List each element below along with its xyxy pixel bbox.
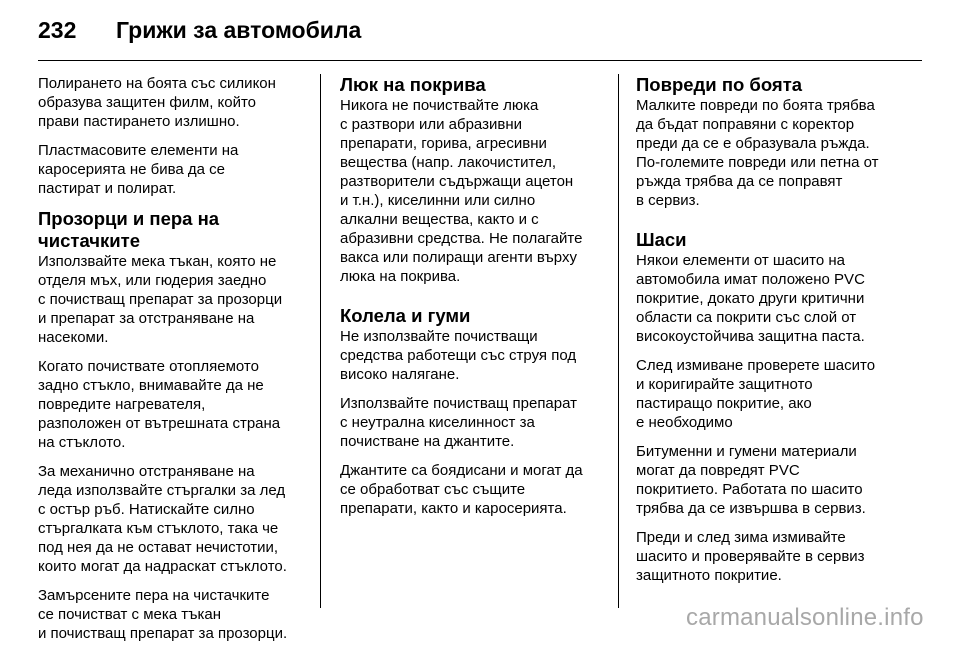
paragraph-heated-rear-window bbox=[38, 357, 310, 452]
paragraph-painted-rims bbox=[340, 461, 612, 518]
text-line: и коригирайте защитното bbox=[636, 376, 813, 393]
text-line: с неутрална киселинност за bbox=[340, 414, 535, 431]
paragraph-bitumen bbox=[636, 442, 910, 518]
text-line: препарати, както и каросерията. bbox=[340, 500, 567, 517]
text-line: защитното покритие. bbox=[636, 567, 782, 584]
paragraph-paint-damage bbox=[636, 96, 910, 210]
paragraph-neutral-cleaner bbox=[340, 394, 612, 451]
paragraph-high-pressure bbox=[340, 327, 612, 384]
text-line: е необходимо bbox=[636, 414, 733, 431]
paragraph-pvc-coating bbox=[636, 251, 910, 346]
text-line: Не използвайте почистващи bbox=[340, 328, 538, 345]
text-line: почистване на джантите. bbox=[340, 433, 515, 450]
text-line: повредите нагревателя, bbox=[38, 396, 206, 413]
paragraph-silicone bbox=[38, 74, 310, 131]
paragraph-winter bbox=[636, 528, 910, 585]
text-line: с остър ръб. Натискайте силно bbox=[38, 501, 255, 518]
text-line: Битуменни и гумени материали bbox=[636, 443, 857, 460]
section-title: Грижи за автомобила bbox=[116, 17, 362, 43]
heading-sunroof: Люк на покрива bbox=[340, 74, 486, 95]
text-line: каросерията не бива да се bbox=[38, 161, 225, 178]
text-line: абразивни средства. Не полагайте bbox=[340, 230, 583, 247]
text-line: Пластмасовите елементи на bbox=[38, 142, 239, 159]
text-line: алкални вещества, както и с bbox=[340, 211, 539, 228]
column-divider-1 bbox=[320, 74, 321, 608]
text-line: области са покрити със слой от bbox=[636, 309, 857, 326]
text-line: отделя мъх, или гюдерия заедно bbox=[38, 272, 267, 289]
text-line: По-големите повреди или петна от bbox=[636, 154, 879, 171]
text-line: препарати, горива, агресивни bbox=[340, 135, 547, 152]
text-line: За механично отстраняване на bbox=[38, 463, 255, 480]
header-divider bbox=[38, 60, 922, 61]
heading-underbody: Шаси bbox=[636, 229, 687, 250]
text-line: под нея да не остават нечистотии, bbox=[38, 539, 279, 556]
text-line: шасито и проверявайте в сервиз bbox=[636, 548, 865, 565]
text-line: и почистващ препарат за прозорци. bbox=[38, 625, 288, 642]
text-line: Някои елементи от шасито на bbox=[636, 252, 846, 269]
paragraph-wiper-blades bbox=[38, 586, 310, 643]
page-number: 232 bbox=[38, 17, 77, 43]
text-line: и т.н.), киселинни или силно bbox=[340, 192, 536, 209]
text-line: Замърсените пера на чистачките bbox=[38, 587, 270, 604]
text-line: Джантите са боядисани и могат да bbox=[340, 462, 583, 479]
text-line: с почистващ препарат за прозорци bbox=[38, 291, 283, 308]
text-line: Използвайте почистващ препарат bbox=[340, 395, 578, 412]
text-line: в сервиз. bbox=[636, 192, 700, 209]
text-line: средства работещи със струя под bbox=[340, 347, 577, 364]
column-left bbox=[38, 74, 310, 653]
text-line: Преди и след зима измивайте bbox=[636, 529, 846, 546]
heading-windows-wipers bbox=[38, 208, 310, 252]
text-line: насекоми. bbox=[38, 329, 109, 346]
page-header bbox=[38, 10, 922, 50]
paragraph-plastic bbox=[38, 141, 310, 198]
text-line: Никога не почиствайте люка bbox=[340, 97, 539, 114]
text-line: образува защитен филм, който bbox=[38, 94, 257, 111]
text-line: Използвайте мека тъкан, която не bbox=[38, 253, 277, 270]
text-line: автомобила имат положено PVC bbox=[636, 271, 865, 288]
text-line: покритието. Работата по шасито bbox=[636, 481, 863, 498]
text-line: пастиращо покритие, ако bbox=[636, 395, 812, 412]
text-line: с разтвори или абразивни bbox=[340, 116, 522, 133]
text-line: люка на покрива. bbox=[340, 268, 461, 285]
text-line: разтворители съдържащи ацетон bbox=[340, 173, 574, 190]
text-line: да бъдат поправяни с коректор bbox=[636, 116, 855, 133]
text-line: чистачките bbox=[38, 230, 141, 251]
column-right bbox=[636, 74, 910, 595]
text-line: Когато почиствате отопляемото bbox=[38, 358, 259, 375]
text-line: Прозорци и пера на bbox=[38, 208, 220, 229]
text-line: високоустойчива защитна паста. bbox=[636, 328, 865, 345]
text-line: се почистват с мека тъкан bbox=[38, 606, 222, 623]
text-line: стъргалката към стъклото, така че bbox=[38, 520, 279, 537]
text-line: се обработват със същите bbox=[340, 481, 526, 498]
column-divider-2 bbox=[618, 74, 619, 608]
text-line: Малките повреди по боята трябва bbox=[636, 97, 875, 114]
heading-paint-damage: Повреди по боята bbox=[636, 74, 803, 95]
text-line: и препарат за отстраняване на bbox=[38, 310, 255, 327]
paragraph-after-washing bbox=[636, 356, 910, 432]
text-line: могат да повредят PVC bbox=[636, 462, 800, 479]
text-line: трябва да се извършва в сервиз. bbox=[636, 500, 866, 517]
text-line: на стъклото. bbox=[38, 434, 126, 451]
text-line: високо налягане. bbox=[340, 366, 460, 383]
paragraph-ice-removal bbox=[38, 462, 310, 576]
text-line: които могат да надраскат стъклото. bbox=[38, 558, 287, 575]
column-middle bbox=[340, 74, 612, 528]
text-line: Полирането на боята със силикон bbox=[38, 75, 276, 92]
text-line: разположен от вътрешната страна bbox=[38, 415, 281, 432]
paragraph-sunroof bbox=[340, 96, 612, 286]
watermark: carmanualsonline.info bbox=[686, 604, 924, 631]
text-line: задно стъкло, внимавайте да не bbox=[38, 377, 264, 394]
text-line: прави пастирането излишно. bbox=[38, 113, 240, 130]
text-line: вещества (напр. лакочистител, bbox=[340, 154, 557, 171]
text-line: пастират и полират. bbox=[38, 180, 177, 197]
text-line: леда използвайте стъргалки за лед bbox=[38, 482, 286, 499]
heading-wheels-tyres: Колела и гуми bbox=[340, 305, 471, 326]
paragraph-windows-cleaning bbox=[38, 252, 310, 347]
text-line: покритие, докато други критични bbox=[636, 290, 865, 307]
text-line: преди да се е образувала ръжда. bbox=[636, 135, 870, 152]
text-line: вакса или полиращи агенти върху bbox=[340, 249, 577, 266]
text-line: След измиване проверете шасито bbox=[636, 357, 876, 374]
text-line: ръжда трябва да се поправят bbox=[636, 173, 843, 190]
